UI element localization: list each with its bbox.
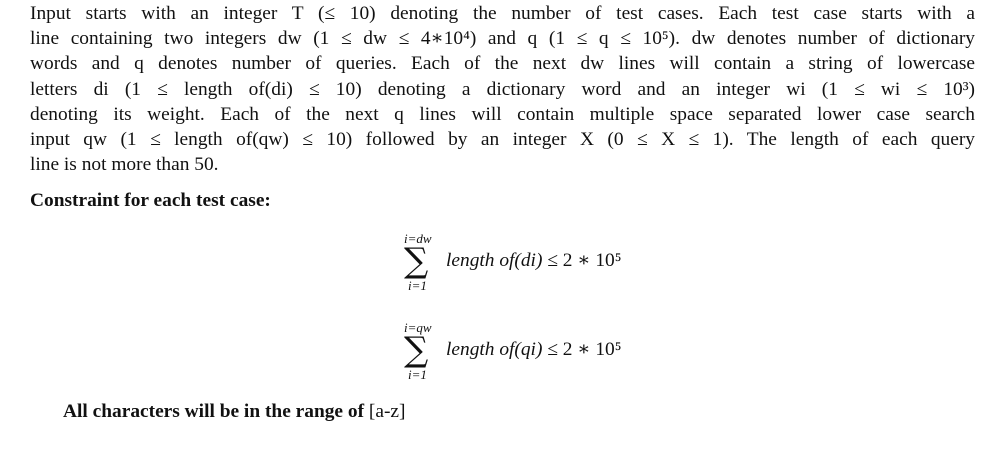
range-value: [a-z] [368, 401, 406, 422]
sum-bound: ≤ 2 ∗ 10⁵ [547, 250, 622, 271]
description-line: letters di (1 ≤ length of(di) ≤ 10) denoting a dictionary word and an integer wi (1 ≤ wi ≤ 10³) [30, 78, 975, 100]
sum-expression [446, 337, 621, 362]
description-line: denoting its weight. Each of the next q lines will contain multiple space separated lower case search [30, 103, 975, 125]
character-range-note [63, 399, 406, 424]
input-description [30, 1, 975, 177]
function-name: length of [446, 250, 515, 271]
sum-upper-limit: i=dw [404, 231, 432, 246]
dictionary-length-formula [400, 232, 760, 302]
description-line: words and q denotes number of queries. Each of the next dw lines will contain a string of lowercase [30, 53, 975, 75]
sum-lower-limit: i=1 [408, 278, 427, 293]
range-note-text: All characters will be in the range of [63, 401, 365, 422]
summation-symbol: ∑ [404, 330, 429, 370]
problem-input-section [30, 0, 975, 457]
query-length-formula [400, 321, 760, 391]
description-line: Input starts with an integer T (≤ 10) denoting the number of test cases. Each test case starts with a [30, 3, 975, 24]
description-line: line containing two integers dw (1 ≤ dw ≤ 4∗10⁴) and q (1 ≤ q ≤ 10⁵). dw denotes number of dictionary [30, 28, 975, 50]
constraint-heading: Constraint for each test case: [30, 190, 271, 211]
description-line: input qw (1 ≤ length of(qw) ≤ 10) followed by an integer X (0 ≤ X ≤ 1). The length of each query [30, 128, 975, 150]
sum-expression [446, 248, 621, 273]
sum-lower-limit: i=1 [408, 367, 427, 382]
summation-symbol: ∑ [404, 241, 429, 281]
sum-upper-limit: i=qw [404, 320, 432, 335]
function-argument: (di) [514, 250, 543, 271]
sum-bound: ≤ 2 ∗ 10⁵ [547, 339, 622, 360]
function-argument: (qi) [514, 339, 543, 360]
description-line: line is not more than 50. [30, 154, 219, 176]
function-name: length of [446, 339, 515, 360]
